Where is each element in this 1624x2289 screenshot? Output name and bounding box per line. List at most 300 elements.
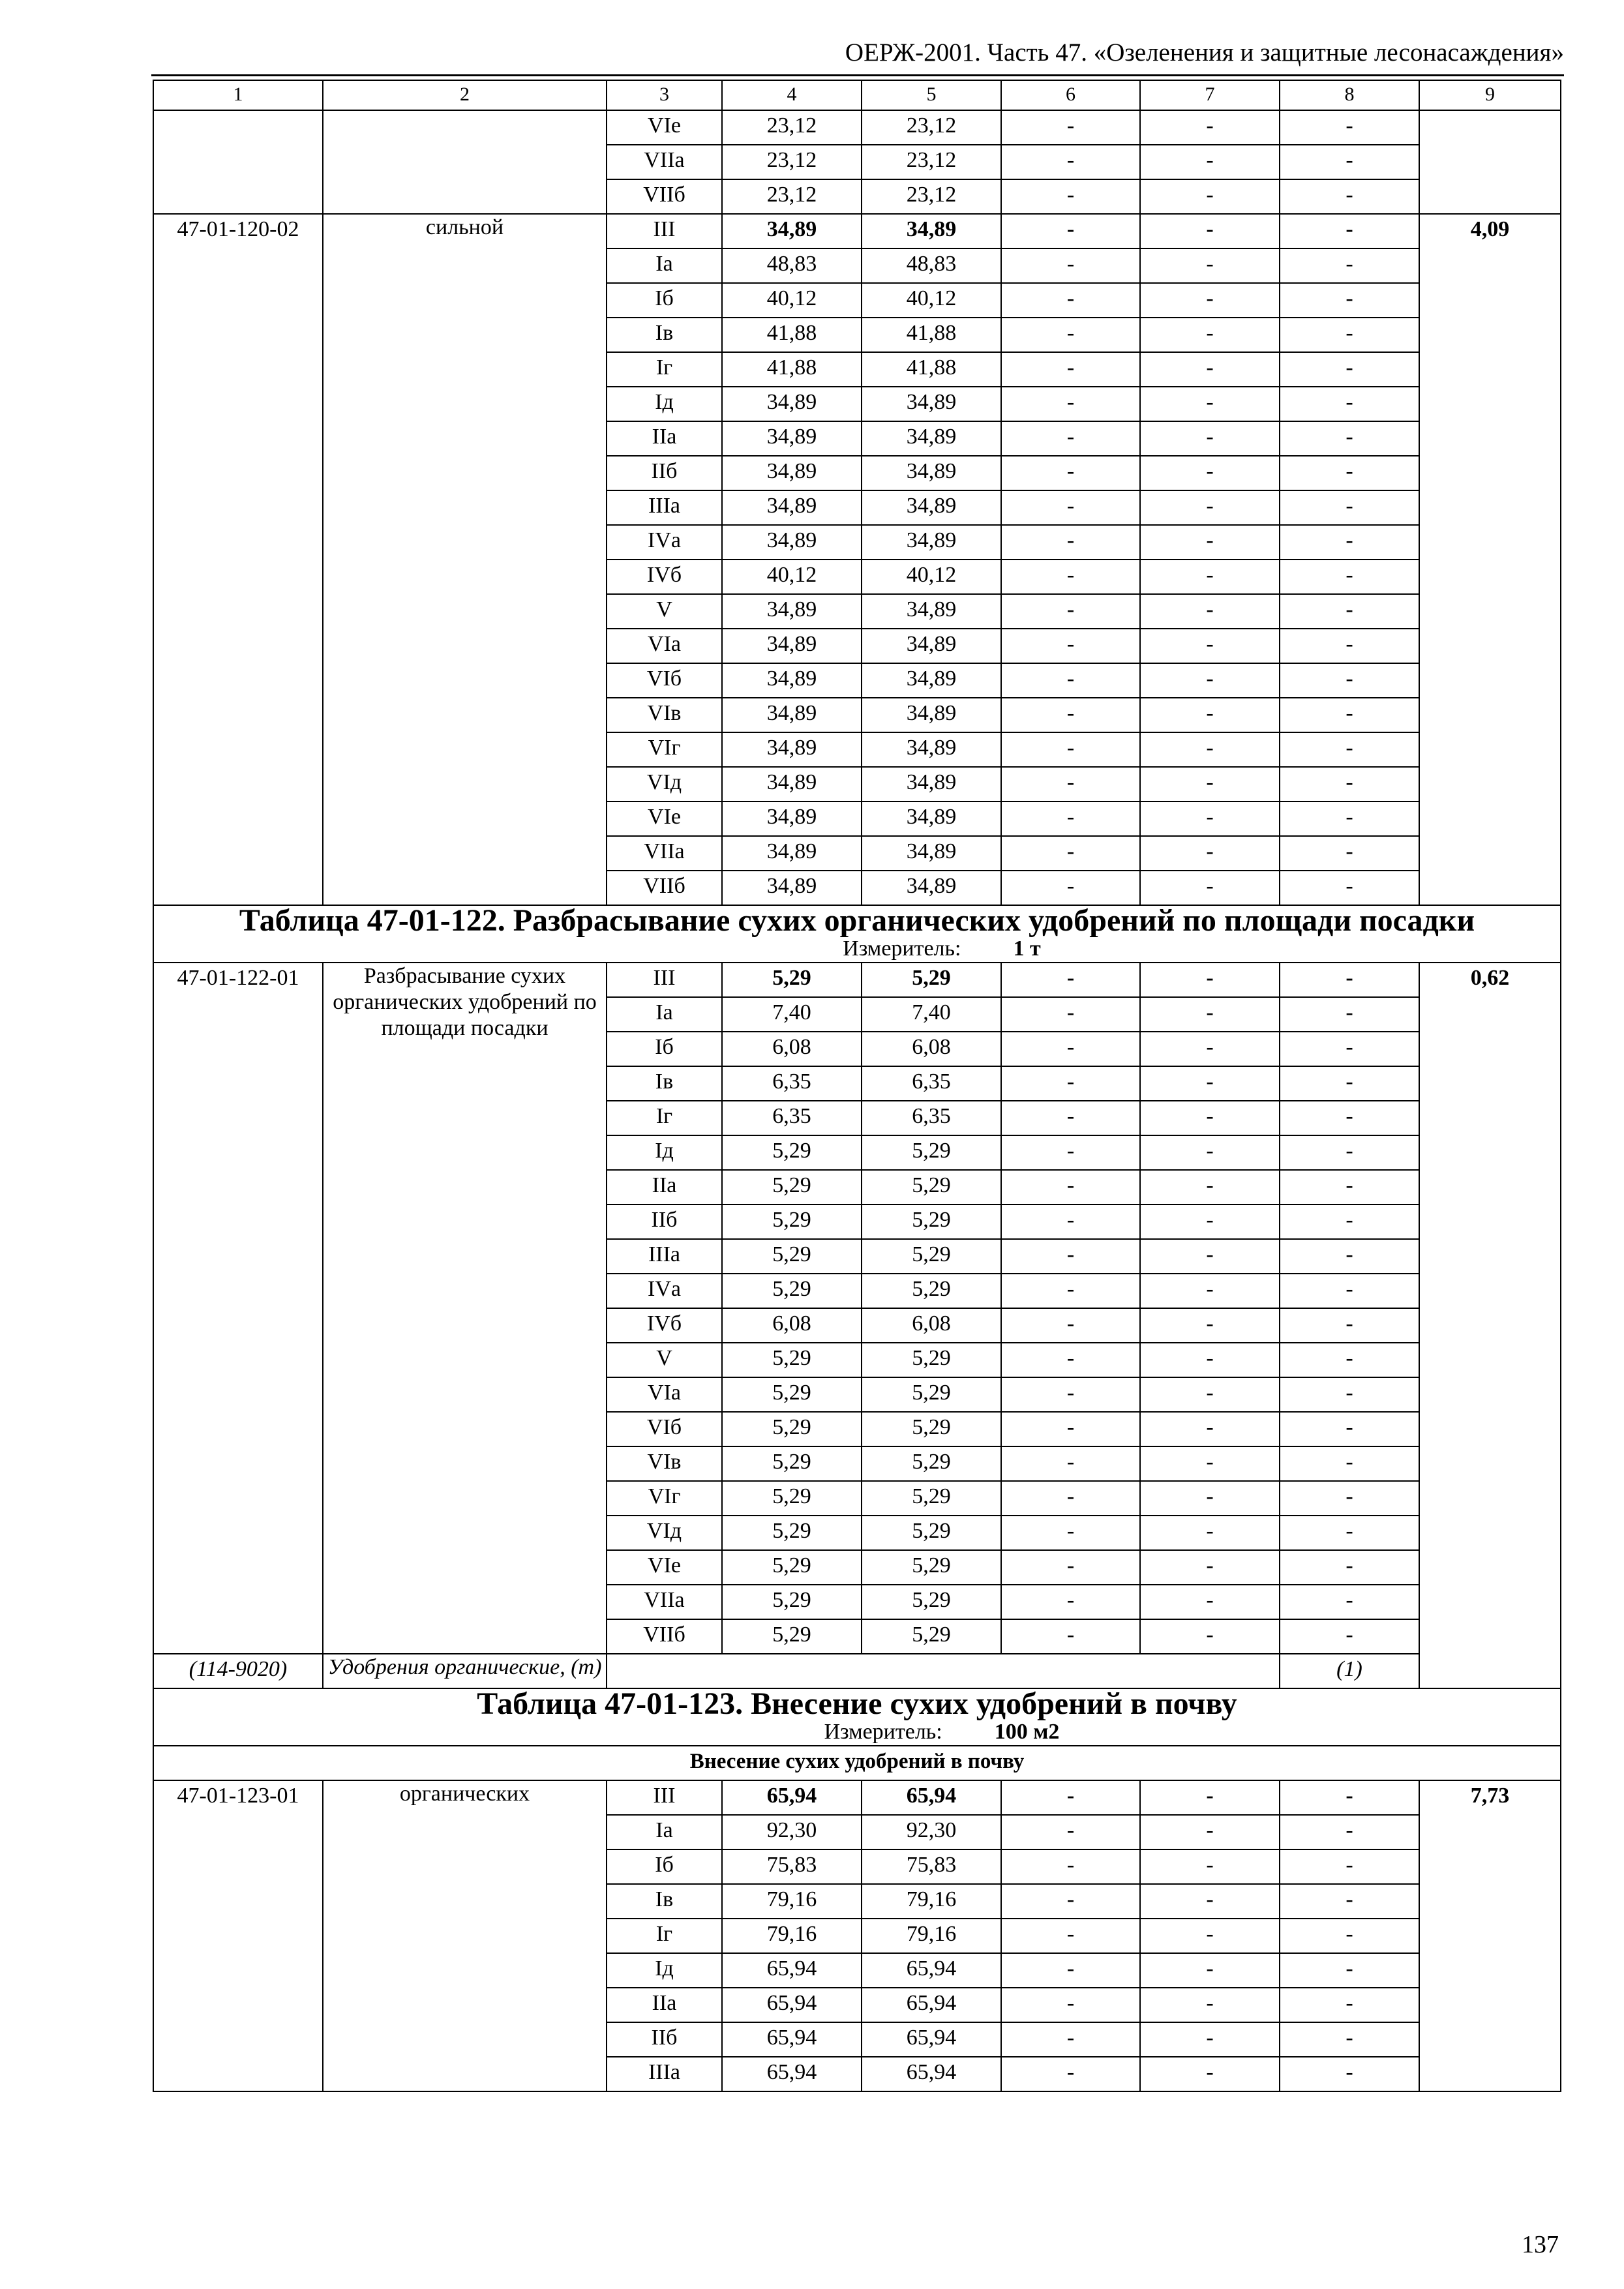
value-cell-c7: - bbox=[1140, 352, 1280, 387]
value-cell-c7: - bbox=[1140, 997, 1280, 1032]
value-cell-c4: 92,30 bbox=[722, 1815, 862, 1849]
region-cell: VIIб bbox=[607, 1619, 722, 1654]
value-cell-c6: - bbox=[1001, 594, 1140, 629]
region-cell: IIа bbox=[607, 1170, 722, 1204]
value-cell-c4: 23,12 bbox=[722, 145, 862, 179]
table-row bbox=[153, 963, 1561, 997]
value-cell-c5: 5,29 bbox=[862, 1239, 1001, 1274]
region-cell: III bbox=[607, 1780, 722, 1815]
value-cell-c7: - bbox=[1140, 1101, 1280, 1135]
value-cell-c5: 5,29 bbox=[862, 1412, 1001, 1446]
value-cell-c5: 6,35 bbox=[862, 1101, 1001, 1135]
value-cell-c4: 40,12 bbox=[722, 560, 862, 594]
region-cell: Iд bbox=[607, 387, 722, 421]
value-cell-c7: - bbox=[1140, 145, 1280, 179]
value-cell-c4: 34,89 bbox=[722, 767, 862, 801]
column-number: 5 bbox=[862, 80, 1001, 110]
column-number: 3 bbox=[607, 80, 722, 110]
value-cell-c4: 6,35 bbox=[722, 1101, 862, 1135]
value-cell-c8: - bbox=[1280, 698, 1419, 732]
value-cell-c4: 34,89 bbox=[722, 594, 862, 629]
value-cell-c8: - bbox=[1280, 1481, 1419, 1516]
value-cell-c4: 34,89 bbox=[722, 456, 862, 490]
value-cell-c7: - bbox=[1140, 1066, 1280, 1101]
value-cell-c5: 79,16 bbox=[862, 1884, 1001, 1919]
value-cell-c8: - bbox=[1280, 352, 1419, 387]
unit-value: 100 м2 bbox=[994, 1720, 1060, 1744]
region-cell: VIд bbox=[607, 767, 722, 801]
value-cell-c8: - bbox=[1280, 110, 1419, 145]
value-cell-c4: 6,08 bbox=[722, 1032, 862, 1066]
column-number: 4 bbox=[722, 80, 862, 110]
value-cell-c5: 7,40 bbox=[862, 997, 1001, 1032]
value-cell-c4: 34,89 bbox=[722, 629, 862, 663]
value-cell-c4: 34,89 bbox=[722, 732, 862, 767]
table-title: Таблица 47-01-122. Разбрасывание сухих органических удобрений по площади посадки bbox=[239, 905, 1475, 938]
material-code-cell: (114-9020) bbox=[153, 1654, 323, 1688]
region-cell: VIIа bbox=[607, 145, 722, 179]
value-cell-c8: - bbox=[1280, 1377, 1419, 1412]
value-cell-c7: - bbox=[1140, 1619, 1280, 1654]
rate-code-cell bbox=[153, 110, 323, 214]
value-cell-c8: - bbox=[1280, 1170, 1419, 1204]
header-rule bbox=[151, 74, 1564, 76]
value-cell-c5: 65,94 bbox=[862, 1780, 1001, 1815]
region-cell: III bbox=[607, 963, 722, 997]
region-cell: Iа bbox=[607, 997, 722, 1032]
value-cell-c7: - bbox=[1140, 1239, 1280, 1274]
value-cell-c6: - bbox=[1001, 145, 1140, 179]
value-cell-c7: - bbox=[1140, 179, 1280, 214]
value-cell-c6: - bbox=[1001, 1032, 1140, 1066]
value-cell-c4: 5,29 bbox=[722, 1274, 862, 1308]
region-cell: VIе bbox=[607, 110, 722, 145]
region-cell: IIIа bbox=[607, 490, 722, 525]
value-cell-c6: - bbox=[1001, 110, 1140, 145]
value-cell-c5: 92,30 bbox=[862, 1815, 1001, 1849]
value-cell-c6: - bbox=[1001, 214, 1140, 248]
value-cell-c4: 5,29 bbox=[722, 1377, 862, 1412]
unit-line bbox=[158, 1719, 1556, 1745]
column-9-cell: 4,09 bbox=[1419, 214, 1561, 905]
value-cell-c8: - bbox=[1280, 801, 1419, 836]
material-empty-cell bbox=[862, 1654, 1001, 1688]
value-cell-c8: - bbox=[1280, 1032, 1419, 1066]
value-cell-c6: - bbox=[1001, 997, 1140, 1032]
region-cell: VIе bbox=[607, 801, 722, 836]
column-number: 7 bbox=[1140, 80, 1280, 110]
value-cell-c6: - bbox=[1001, 248, 1140, 283]
value-cell-c4: 65,94 bbox=[722, 1953, 862, 1988]
value-cell-c6: - bbox=[1001, 1585, 1140, 1619]
value-cell-c5: 5,29 bbox=[862, 1135, 1001, 1170]
value-cell-c6: - bbox=[1001, 836, 1140, 871]
region-cell: VIд bbox=[607, 1516, 722, 1550]
value-cell-c8: - bbox=[1280, 525, 1419, 560]
value-cell-c7: - bbox=[1140, 663, 1280, 698]
value-cell-c5: 6,08 bbox=[862, 1308, 1001, 1343]
value-cell-c6: - bbox=[1001, 663, 1140, 698]
value-cell-c6: - bbox=[1001, 387, 1140, 421]
value-cell-c5: 34,89 bbox=[862, 663, 1001, 698]
value-cell-c8: - bbox=[1280, 1619, 1419, 1654]
value-cell-c5: 65,94 bbox=[862, 1953, 1001, 1988]
region-cell: VIб bbox=[607, 663, 722, 698]
table-row bbox=[153, 1780, 1561, 1815]
value-cell-c4: 65,94 bbox=[722, 1780, 862, 1815]
value-cell-c4: 41,88 bbox=[722, 318, 862, 352]
value-cell-c5: 5,29 bbox=[862, 1204, 1001, 1239]
value-cell-c4: 5,29 bbox=[722, 1343, 862, 1377]
value-cell-c6: - bbox=[1001, 318, 1140, 352]
value-cell-c4: 79,16 bbox=[722, 1884, 862, 1919]
value-cell-c4: 34,89 bbox=[722, 490, 862, 525]
column-number: 6 bbox=[1001, 80, 1140, 110]
table-123-heading-cell bbox=[153, 1688, 1561, 1746]
value-cell-c4: 79,16 bbox=[722, 1919, 862, 1953]
value-cell-c8: - bbox=[1280, 1101, 1419, 1135]
value-cell-c7: - bbox=[1140, 318, 1280, 352]
rate-code-cell: 47-01-120-02 bbox=[153, 214, 323, 905]
value-cell-c7: - bbox=[1140, 1953, 1280, 1988]
table-title: Таблица 47-01-123. Внесение сухих удобрений в почву bbox=[477, 1688, 1237, 1721]
value-cell-c4: 65,94 bbox=[722, 1988, 862, 2022]
value-cell-c5: 41,88 bbox=[862, 352, 1001, 387]
value-cell-c7: - bbox=[1140, 1377, 1280, 1412]
value-cell-c6: - bbox=[1001, 1550, 1140, 1585]
value-cell-c8: - bbox=[1280, 1412, 1419, 1446]
value-cell-c7: - bbox=[1140, 1170, 1280, 1204]
value-cell-c5: 5,29 bbox=[862, 1516, 1001, 1550]
value-cell-c6: - bbox=[1001, 1988, 1140, 2022]
value-cell-c5: 5,29 bbox=[862, 1481, 1001, 1516]
work-name-cell: Разбрасывание сухих органических удобрений по площади посадки bbox=[323, 963, 607, 1654]
value-cell-c5: 6,08 bbox=[862, 1032, 1001, 1066]
value-cell-c8: - bbox=[1280, 1849, 1419, 1884]
value-cell-c7: - bbox=[1140, 1849, 1280, 1884]
work-name-cell bbox=[323, 110, 607, 214]
value-cell-c7: - bbox=[1140, 767, 1280, 801]
value-cell-c6: - bbox=[1001, 1919, 1140, 1953]
value-cell-c4: 34,89 bbox=[722, 871, 862, 905]
region-cell: VIа bbox=[607, 1377, 722, 1412]
value-cell-c8: - bbox=[1280, 1135, 1419, 1170]
value-cell-c5: 34,89 bbox=[862, 732, 1001, 767]
value-cell-c6: - bbox=[1001, 1815, 1140, 1849]
value-cell-c4: 65,94 bbox=[722, 2057, 862, 2091]
region-cell: VIг bbox=[607, 732, 722, 767]
value-cell-c5: 48,83 bbox=[862, 248, 1001, 283]
region-cell: Iг bbox=[607, 1919, 722, 1953]
value-cell-c6: - bbox=[1001, 2057, 1140, 2091]
region-cell: Iб bbox=[607, 1032, 722, 1066]
value-cell-c4: 34,89 bbox=[722, 801, 862, 836]
value-cell-c7: - bbox=[1140, 1780, 1280, 1815]
material-empty-cell bbox=[1140, 1654, 1280, 1688]
value-cell-c6: - bbox=[1001, 1308, 1140, 1343]
work-name-cell: сильной bbox=[323, 214, 607, 905]
region-cell: VIв bbox=[607, 698, 722, 732]
value-cell-c8: - bbox=[1280, 1066, 1419, 1101]
table-122-heading bbox=[153, 905, 1561, 963]
value-cell-c6: - bbox=[1001, 1516, 1140, 1550]
region-cell: Iд bbox=[607, 1135, 722, 1170]
value-cell-c8: - bbox=[1280, 2022, 1419, 2057]
region-cell: Iв bbox=[607, 1066, 722, 1101]
unit-label: Измеритель: bbox=[824, 1720, 942, 1744]
value-cell-c5: 34,89 bbox=[862, 871, 1001, 905]
value-cell-c8: - bbox=[1280, 248, 1419, 283]
value-cell-c7: - bbox=[1140, 1274, 1280, 1308]
value-cell-c7: - bbox=[1140, 1135, 1280, 1170]
value-cell-c8: - bbox=[1280, 1239, 1419, 1274]
value-cell-c7: - bbox=[1140, 1550, 1280, 1585]
value-cell-c7: - bbox=[1140, 1919, 1280, 1953]
subheading-cell: Внесение сухих удобрений в почву bbox=[153, 1746, 1561, 1780]
value-cell-c7: - bbox=[1140, 1412, 1280, 1446]
value-cell-c6: - bbox=[1001, 1481, 1140, 1516]
work-name-cell: органических bbox=[323, 1780, 607, 2091]
value-cell-c7: - bbox=[1140, 963, 1280, 997]
region-cell: VIа bbox=[607, 629, 722, 663]
value-cell-c6: - bbox=[1001, 1274, 1140, 1308]
value-cell-c7: - bbox=[1140, 1516, 1280, 1550]
value-cell-c8: - bbox=[1280, 1550, 1419, 1585]
value-cell-c8: - bbox=[1280, 594, 1419, 629]
value-cell-c7: - bbox=[1140, 836, 1280, 871]
column-9-cell bbox=[1419, 110, 1561, 214]
material-empty-cell bbox=[607, 1654, 722, 1688]
value-cell-c6: - bbox=[1001, 1849, 1140, 1884]
value-cell-c4: 5,29 bbox=[722, 1239, 862, 1274]
value-cell-c5: 5,29 bbox=[862, 1377, 1001, 1412]
value-cell-c8: - bbox=[1280, 1815, 1419, 1849]
region-cell: Iв bbox=[607, 1884, 722, 1919]
column-number: 9 bbox=[1419, 80, 1561, 110]
value-cell-c4: 5,29 bbox=[722, 1516, 862, 1550]
value-cell-c6: - bbox=[1001, 283, 1140, 318]
value-cell-c4: 34,89 bbox=[722, 663, 862, 698]
region-cell: IIа bbox=[607, 421, 722, 456]
region-cell: IIб bbox=[607, 1204, 722, 1239]
value-cell-c8: - bbox=[1280, 629, 1419, 663]
table-123-heading bbox=[153, 1688, 1561, 1746]
value-cell-c6: - bbox=[1001, 525, 1140, 560]
value-cell-c4: 5,29 bbox=[722, 1585, 862, 1619]
region-cell: Iг bbox=[607, 1101, 722, 1135]
value-cell-c7: - bbox=[1140, 2022, 1280, 2057]
value-cell-c4: 5,29 bbox=[722, 1481, 862, 1516]
region-cell: III bbox=[607, 214, 722, 248]
value-cell-c6: - bbox=[1001, 421, 1140, 456]
value-cell-c6: - bbox=[1001, 1343, 1140, 1377]
value-cell-c5: 5,29 bbox=[862, 1343, 1001, 1377]
value-cell-c8: - bbox=[1280, 997, 1419, 1032]
value-cell-c6: - bbox=[1001, 801, 1140, 836]
value-cell-c4: 5,29 bbox=[722, 1412, 862, 1446]
value-cell-c6: - bbox=[1001, 629, 1140, 663]
value-cell-c6: - bbox=[1001, 767, 1140, 801]
material-empty-cell bbox=[722, 1654, 862, 1688]
value-cell-c4: 7,40 bbox=[722, 997, 862, 1032]
region-cell: IVб bbox=[607, 1308, 722, 1343]
value-cell-c5: 65,94 bbox=[862, 2057, 1001, 2091]
value-cell-c7: - bbox=[1140, 1884, 1280, 1919]
value-cell-c5: 5,29 bbox=[862, 963, 1001, 997]
value-cell-c5: 34,89 bbox=[862, 490, 1001, 525]
page-number: 137 bbox=[1522, 2231, 1559, 2258]
value-cell-c7: - bbox=[1140, 594, 1280, 629]
value-cell-c8: - bbox=[1280, 560, 1419, 594]
value-cell-c4: 34,89 bbox=[722, 525, 862, 560]
value-cell-c4: 40,12 bbox=[722, 283, 862, 318]
table-122-heading-cell bbox=[153, 905, 1561, 963]
region-cell: V bbox=[607, 594, 722, 629]
value-cell-c8: - bbox=[1280, 421, 1419, 456]
value-cell-c5: 34,89 bbox=[862, 698, 1001, 732]
rate-code-cell: 47-01-122-01 bbox=[153, 963, 323, 1654]
value-cell-c4: 34,89 bbox=[722, 836, 862, 871]
value-cell-c6: - bbox=[1001, 1446, 1140, 1481]
value-cell-c5: 5,29 bbox=[862, 1550, 1001, 1585]
value-cell-c8: - bbox=[1280, 283, 1419, 318]
region-cell: VIг bbox=[607, 1481, 722, 1516]
region-cell: VIIб bbox=[607, 871, 722, 905]
value-cell-c5: 23,12 bbox=[862, 110, 1001, 145]
value-cell-c6: - bbox=[1001, 1239, 1140, 1274]
value-cell-c6: - bbox=[1001, 490, 1140, 525]
value-cell-c6: - bbox=[1001, 560, 1140, 594]
value-cell-c6: - bbox=[1001, 1619, 1140, 1654]
value-cell-c7: - bbox=[1140, 248, 1280, 283]
value-cell-c4: 23,12 bbox=[722, 179, 862, 214]
value-cell-c4: 5,29 bbox=[722, 1135, 862, 1170]
unit-line bbox=[158, 936, 1556, 962]
value-cell-c7: - bbox=[1140, 1032, 1280, 1066]
page-header-title: ОЕРЖ-2001. Часть 47. «Озеленения и защитные лесонасаждения» bbox=[845, 38, 1564, 67]
column-number: 8 bbox=[1280, 80, 1419, 110]
region-cell: VIIа bbox=[607, 1585, 722, 1619]
region-cell: IIб bbox=[607, 2022, 722, 2057]
value-cell-c4: 5,29 bbox=[722, 1446, 862, 1481]
value-cell-c6: - bbox=[1001, 698, 1140, 732]
value-cell-c7: - bbox=[1140, 1815, 1280, 1849]
region-cell: V bbox=[607, 1343, 722, 1377]
value-cell-c7: - bbox=[1140, 1308, 1280, 1343]
value-cell-c5: 34,89 bbox=[862, 767, 1001, 801]
value-cell-c5: 6,35 bbox=[862, 1066, 1001, 1101]
region-cell: IIIа bbox=[607, 1239, 722, 1274]
value-cell-c6: - bbox=[1001, 2022, 1140, 2057]
table-123-subheading bbox=[153, 1746, 1561, 1780]
value-cell-c4: 41,88 bbox=[722, 352, 862, 387]
region-cell: VIв bbox=[607, 1446, 722, 1481]
value-cell-c7: - bbox=[1140, 560, 1280, 594]
value-cell-c8: - bbox=[1280, 1446, 1419, 1481]
value-cell-c6: - bbox=[1001, 1377, 1140, 1412]
value-cell-c5: 65,94 bbox=[862, 2022, 1001, 2057]
material-empty-cell bbox=[1001, 1654, 1140, 1688]
value-cell-c5: 34,89 bbox=[862, 836, 1001, 871]
value-cell-c8: - bbox=[1280, 963, 1419, 997]
value-cell-c6: - bbox=[1001, 1953, 1140, 1988]
value-cell-c8: - bbox=[1280, 1343, 1419, 1377]
value-cell-c8: - bbox=[1280, 387, 1419, 421]
value-cell-c7: - bbox=[1140, 1481, 1280, 1516]
value-cell-c5: 34,89 bbox=[862, 421, 1001, 456]
value-cell-c5: 65,94 bbox=[862, 1988, 1001, 2022]
value-cell-c8: - bbox=[1280, 663, 1419, 698]
value-cell-c5: 34,89 bbox=[862, 456, 1001, 490]
value-cell-c8: - bbox=[1280, 145, 1419, 179]
value-cell-c7: - bbox=[1140, 214, 1280, 248]
value-cell-c8: - bbox=[1280, 490, 1419, 525]
value-cell-c7: - bbox=[1140, 698, 1280, 732]
value-cell-c4: 34,89 bbox=[722, 698, 862, 732]
value-cell-c4: 5,29 bbox=[722, 1550, 862, 1585]
value-cell-c8: - bbox=[1280, 2057, 1419, 2091]
region-cell: Iв bbox=[607, 318, 722, 352]
value-cell-c8: - bbox=[1280, 1204, 1419, 1239]
value-cell-c6: - bbox=[1001, 1170, 1140, 1204]
region-cell: Iа bbox=[607, 1815, 722, 1849]
table-row bbox=[153, 214, 1561, 248]
value-cell-c5: 41,88 bbox=[862, 318, 1001, 352]
region-cell: IIа bbox=[607, 1988, 722, 2022]
column-numbers-row bbox=[153, 80, 1561, 110]
material-name-cell: Удобрения органические, (т) bbox=[323, 1654, 607, 1688]
material-qty-cell: (1) bbox=[1280, 1654, 1419, 1688]
value-cell-c7: - bbox=[1140, 421, 1280, 456]
value-cell-c5: 40,12 bbox=[862, 560, 1001, 594]
value-cell-c6: - bbox=[1001, 1412, 1140, 1446]
value-cell-c8: - bbox=[1280, 1308, 1419, 1343]
value-cell-c5: 34,89 bbox=[862, 594, 1001, 629]
value-cell-c7: - bbox=[1140, 1988, 1280, 2022]
region-cell: Iб bbox=[607, 1849, 722, 1884]
value-cell-c5: 23,12 bbox=[862, 145, 1001, 179]
value-cell-c7: - bbox=[1140, 2057, 1280, 2091]
value-cell-c7: - bbox=[1140, 732, 1280, 767]
value-cell-c6: - bbox=[1001, 1884, 1140, 1919]
region-cell: IIб bbox=[607, 456, 722, 490]
region-cell: Iб bbox=[607, 283, 722, 318]
value-cell-c8: - bbox=[1280, 836, 1419, 871]
value-cell-c7: - bbox=[1140, 629, 1280, 663]
value-cell-c4: 5,29 bbox=[722, 1204, 862, 1239]
value-cell-c5: 34,89 bbox=[862, 387, 1001, 421]
value-cell-c4: 34,89 bbox=[722, 387, 862, 421]
region-cell: IIIа bbox=[607, 2057, 722, 2091]
value-cell-c4: 5,29 bbox=[722, 1619, 862, 1654]
value-cell-c4: 23,12 bbox=[722, 110, 862, 145]
value-cell-c4: 34,89 bbox=[722, 214, 862, 248]
value-cell-c5: 79,16 bbox=[862, 1919, 1001, 1953]
value-cell-c6: - bbox=[1001, 1101, 1140, 1135]
region-cell: VIе bbox=[607, 1550, 722, 1585]
rates-table bbox=[153, 80, 1561, 2092]
value-cell-c5: 34,89 bbox=[862, 525, 1001, 560]
value-cell-c7: - bbox=[1140, 1585, 1280, 1619]
value-cell-c5: 75,83 bbox=[862, 1849, 1001, 1884]
value-cell-c6: - bbox=[1001, 352, 1140, 387]
column-9-cell: 7,73 bbox=[1419, 1780, 1561, 2091]
value-cell-c5: 34,89 bbox=[862, 629, 1001, 663]
value-cell-c8: - bbox=[1280, 1780, 1419, 1815]
value-cell-c6: - bbox=[1001, 963, 1140, 997]
value-cell-c8: - bbox=[1280, 1988, 1419, 2022]
unit-value: 1 т bbox=[1013, 936, 1041, 961]
